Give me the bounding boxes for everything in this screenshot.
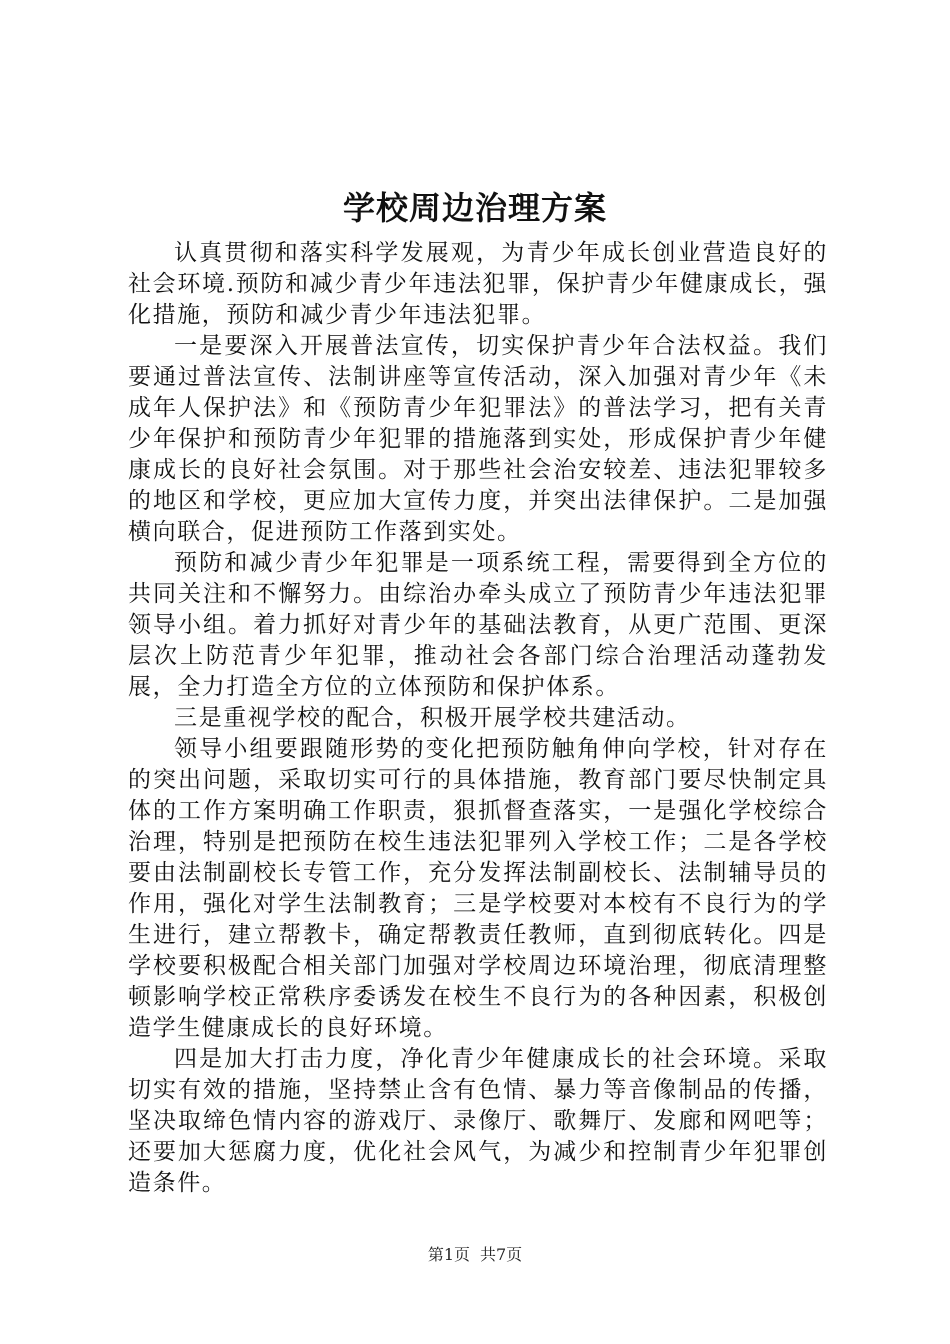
- paragraph-leading-group: 领导小组要跟随形势的变化把预防触角伸向学校，针对存在的突出问题，采取切实可行的具体措施，教育部门要尽快制定具体的工作方案明确工作职责，狠抓督查落实，一是强化学校综合治理，特别是把预防在校生违法犯罪列入学校工作；二是各学校要由法制副校长专管工作，充分发挥法制副校长、法制辅导员的作用，强化对学生法制教育；三是学校要对本校有不良行为的学生进行，建立帮教卡，确定帮教责任教师，直到彻底转化。四是学校要积极配合相关部门加强对学校周边环境治理，彻底清理整顿影响学校正常秩序委诱发在校生不良行为的各种因素，积极创造学生健康成长的良好环境。: [128, 736, 828, 1041]
- paragraph-school-cooperation: 三是重视学校的配合，积极开展学校共建活动。: [174, 705, 691, 731]
- paragraph-crackdown: 四是加大打击力度，净化青少年健康成长的社会环境。采取切实有效的措施，坚持禁止含有色情、暴力等音像制品的传播，坚决取缔色情内容的游戏厅、录像厅、歌舞厅、发廊和网吧等；还要加大惩腐力度，优化社会风气，为减少和控制青少年犯罪创造条件。: [128, 1046, 828, 1196]
- paragraph-legal-publicity: 一是要深入开展普法宣传，切实保护青少年合法权益。我们要通过普法宣传、法制讲座等宣传活动，深入加强对青少年《未成年人保护法》和《预防青少年犯罪法》的普法学习，把有关青少年保护和预防青少年犯罪的措施落到实处，形成保护青少年健康成长的良好社会氛围。对于那些社会治安较差、违法犯罪较多的地区和学校，更应加大宣传力度，并突出法律保护。二是加强横向联合，促进预防工作落到实处。: [128, 333, 828, 545]
- paragraph-prevention-system: 预防和减少青少年犯罪是一项系统工程，需要得到全方位的共同关注和不懈努力。由综治办牵头成立了预防青少年违法犯罪领导小组。着力抓好对青少年的基础法教育，从更广范围、更深层次上防范青少年犯罪，推动社会各部门综合治理活动蓬勃发展，全力打造全方位的立体预防和保护体系。: [128, 550, 828, 700]
- page-footer: [0, 1244, 950, 1266]
- paragraph-intro: 认真贯彻和落实科学发展观，为青少年成长创业营造良好的社会环境.预防和减少青少年违法犯罪，保护青少年健康成长，强化措施，预防和减少青少年违法犯罪。: [128, 240, 828, 328]
- page-number: 第1页: [427, 1245, 470, 1264]
- document-body: [128, 238, 828, 1199]
- document-title: 学校周边治理方案: [342, 189, 607, 227]
- page-total: 共7页: [480, 1245, 523, 1264]
